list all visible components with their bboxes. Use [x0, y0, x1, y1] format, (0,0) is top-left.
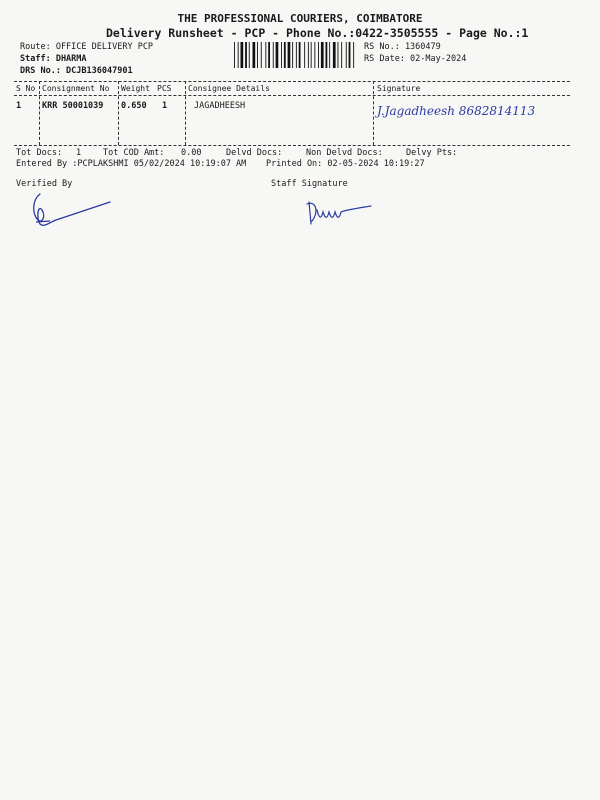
column-divider — [118, 81, 119, 145]
column-header-sno: S No — [16, 84, 36, 93]
delvd-docs-label: Delvd Docs: — [226, 148, 283, 158]
tot-cod-value: 0.00 — [181, 148, 202, 158]
column-divider — [373, 81, 374, 145]
company-name: THE PROFESSIONAL COURIERS, COIMBATORE — [177, 12, 423, 25]
row-consignment-no: KRR 50001039 — [42, 101, 104, 111]
table-bottom-rule — [14, 145, 570, 146]
table-header-rule — [14, 95, 570, 96]
tot-docs-value: 1 — [76, 148, 82, 158]
tot-cod-label: Tot COD Amt: — [103, 148, 165, 158]
table-top-rule — [14, 81, 570, 82]
staff-text: Staff: DHARMA — [20, 54, 87, 64]
row-weight: 0.650 — [121, 101, 147, 111]
row-pcs: 1 — [162, 101, 168, 111]
runsheet-title: Delivery Runsheet - PCP - Phone No.:0422-3505555 - Page No.:1 — [106, 26, 529, 40]
barcode — [233, 42, 357, 68]
non-delvd-docs-label: Non Delvd Docs: — [306, 148, 383, 158]
entered-by: Entered By :PCPLAKSHMI 05/02/2024 10:19:07 AM — [16, 159, 247, 169]
row-sno: 1 — [16, 101, 22, 111]
staff-signature-label: Staff Signature — [271, 179, 348, 189]
column-header-weight: Weight — [121, 84, 150, 93]
column-header-signature: Signature — [377, 84, 421, 93]
row-consignee: JAGADHEESH — [194, 101, 246, 111]
drs-number: DRS No.: DCJB136047901 — [20, 66, 133, 76]
column-divider — [39, 81, 40, 145]
verified-by-label: Verified By — [16, 179, 73, 189]
column-header-consignee: Consignee Details — [188, 84, 270, 93]
printed-on: Printed On: 02-05-2024 10:19:27 — [266, 159, 425, 169]
column-divider — [185, 81, 186, 145]
delvy-pts-label: Delvy Pts: — [406, 148, 458, 158]
rs-date: RS Date: 02-May-2024 — [364, 54, 467, 64]
column-header-consignment: Consignment No — [42, 84, 110, 93]
staff-signature — [303, 196, 375, 230]
column-header-pcs: PCS — [157, 84, 172, 93]
rs-number: RS No.: 1360479 — [364, 42, 441, 52]
row-handwritten-signature: J.Jagadheesh 8682814113 — [377, 104, 536, 118]
verifier-signature — [26, 190, 116, 230]
route-text: Route: OFFICE DELIVERY PCP — [20, 42, 154, 52]
tot-docs-label: Tot Docs: — [16, 148, 63, 158]
